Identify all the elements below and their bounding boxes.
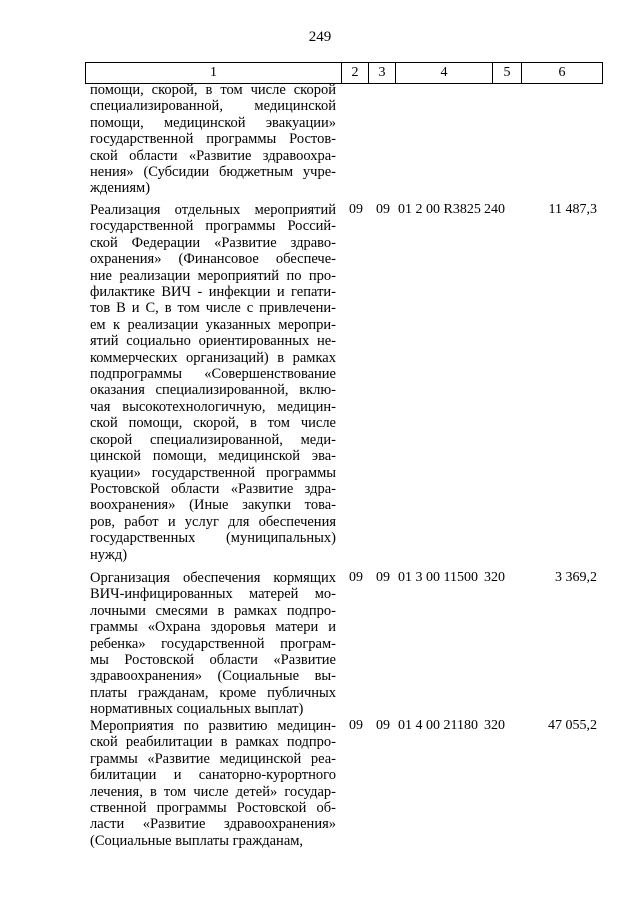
description-line: ребенка» государственной програм- bbox=[90, 635, 336, 652]
expense-type-code: 240 bbox=[484, 202, 505, 217]
description-line: ятий социально ориентированных не- bbox=[90, 333, 336, 350]
subsection-code: 09 bbox=[376, 202, 390, 217]
description-line: ской помощи, скорой, в том числе bbox=[90, 415, 336, 432]
header-col-1: 1 bbox=[86, 63, 342, 83]
description-line: билитации и санаторно-курортного bbox=[90, 767, 336, 784]
description-line: Мероприятия по развитию медицин- bbox=[90, 718, 336, 734]
section-code: 09 bbox=[349, 570, 363, 585]
description-line: Ростовской области «Развитие здра- bbox=[90, 480, 336, 497]
description-line: лочными смесями в рамках подпро- bbox=[90, 602, 336, 619]
table-row bbox=[90, 718, 597, 849]
target-article-code: 01 4 00 21180 bbox=[398, 718, 478, 733]
description-line: коммерческих организаций) в рамках bbox=[90, 349, 336, 366]
description-line: граммы «Развитие медицинской реа- bbox=[90, 750, 336, 767]
description-line: цинской помощи, медицинской эва- bbox=[90, 448, 336, 465]
row-description bbox=[90, 82, 336, 197]
description-line: ждениям) bbox=[90, 180, 151, 197]
description-line: ров, работ и услуг для обеспечения bbox=[90, 513, 336, 530]
description-line: ской Федерации «Развитие здраво- bbox=[90, 234, 336, 251]
subsection-code: 09 bbox=[376, 718, 390, 733]
table-row bbox=[90, 82, 336, 197]
page-number: 249 bbox=[308, 29, 332, 45]
description-line: государственной программы Ростов- bbox=[90, 131, 336, 148]
description-line: нения» (Субсидии бюджетным учре- bbox=[90, 164, 336, 181]
expense-type-code: 320 bbox=[484, 718, 505, 733]
description-line: ВИЧ-инфицированных матерей мо- bbox=[90, 586, 336, 603]
expense-type-code: 320 bbox=[484, 570, 505, 585]
amount: 47 055,2 bbox=[548, 718, 597, 733]
section-code: 09 bbox=[349, 202, 363, 217]
description-line: подпрограммы «Совершенствование bbox=[90, 366, 336, 383]
description-line: оказания специализированной, вклю- bbox=[90, 382, 336, 399]
description-line: тов В и С, в том числе с привлечени- bbox=[90, 300, 336, 317]
description-line: чая высокотехнологичную, медицин- bbox=[90, 398, 336, 415]
description-line: филактике ВИЧ - инфекции и гепати- bbox=[90, 284, 336, 301]
description-line: скорой специализированной, меди- bbox=[90, 431, 336, 448]
header-col-2: 2 bbox=[342, 63, 369, 83]
table-row bbox=[90, 570, 597, 718]
amount: 11 487,3 bbox=[548, 202, 597, 217]
section-code: 09 bbox=[349, 718, 363, 733]
description-line: мы Ростовской области «Развитие bbox=[90, 652, 336, 669]
description-line: Реализация отдельных мероприятий bbox=[90, 202, 336, 218]
description-line: нормативных социальных выплат) bbox=[90, 701, 304, 718]
table-row bbox=[90, 202, 597, 563]
target-article-code: 01 2 00 R3825 bbox=[398, 202, 481, 217]
header-col-6: 6 bbox=[522, 63, 603, 83]
description-line: ской области «Развитие здравоохра- bbox=[90, 147, 336, 164]
description-line: Организация обеспечения кормящих bbox=[90, 570, 336, 586]
row-description bbox=[90, 718, 336, 849]
description-line: помощи, скорой, в том числе скорой bbox=[90, 82, 336, 98]
description-line: ской реабилитации в рамках подпро- bbox=[90, 734, 336, 751]
amount: 3 369,2 bbox=[555, 570, 597, 585]
description-line: воохранения» (Иные закупки това- bbox=[90, 497, 336, 514]
description-line: ственной программы Ростовской об- bbox=[90, 800, 336, 817]
description-line: ем к реализации указанных меропри- bbox=[90, 316, 336, 333]
description-line: платы гражданам, кроме публичных bbox=[90, 684, 336, 701]
description-line: нужд) bbox=[90, 546, 128, 563]
header-col-5: 5 bbox=[493, 63, 522, 83]
description-line: куации» государственной программы bbox=[90, 464, 336, 481]
header-col-3: 3 bbox=[369, 63, 396, 83]
description-line: лечения, в том числе детей» государ- bbox=[90, 783, 336, 800]
row-description bbox=[90, 570, 336, 718]
description-line: охранения» (Финансовое обеспече- bbox=[90, 251, 336, 268]
description-line: ласти «Развитие здравоохранения» bbox=[90, 816, 336, 833]
description-line: ние реализации мероприятий по про- bbox=[90, 267, 336, 284]
row-description bbox=[90, 202, 336, 563]
description-line: государственных (муниципальных) bbox=[90, 530, 336, 547]
header-col-4: 4 bbox=[396, 63, 493, 83]
description-line: (Социальные выплаты гражданам, bbox=[90, 832, 304, 849]
description-line: помощи, медицинской эвакуации» bbox=[90, 114, 336, 131]
subsection-code: 09 bbox=[376, 570, 390, 585]
description-line: специализированной, медицинской bbox=[90, 98, 336, 115]
table-header bbox=[85, 62, 603, 84]
description-line: здравоохранения» (Социальные вы- bbox=[90, 668, 336, 685]
description-line: граммы «Охрана здоровья матери и bbox=[90, 619, 336, 636]
target-article-code: 01 3 00 11500 bbox=[398, 570, 478, 585]
description-line: государственной программы Россий- bbox=[90, 218, 336, 235]
